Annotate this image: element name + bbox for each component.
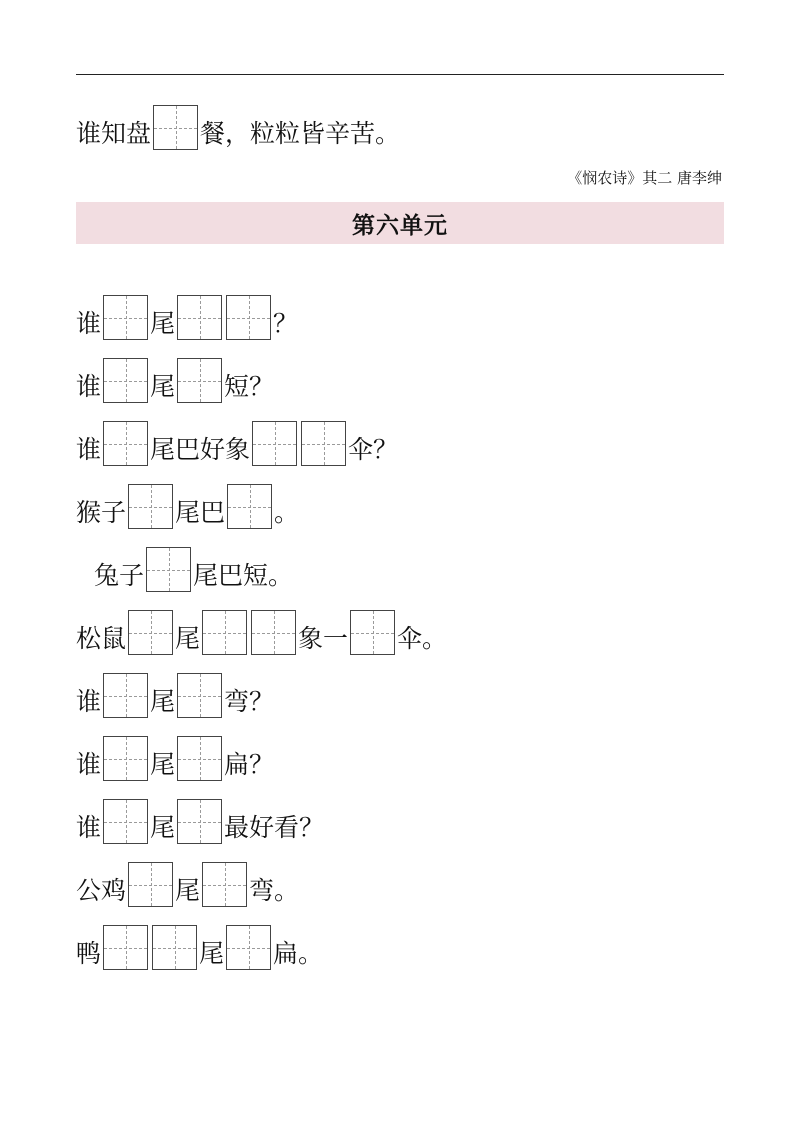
writing-box[interactable] [301, 421, 346, 466]
writing-box[interactable] [103, 925, 148, 970]
line-text: 谁 [76, 813, 102, 842]
line-text: 扁。 [273, 939, 324, 968]
line-text: 尾 [150, 813, 176, 842]
line-text: 。 [274, 498, 300, 527]
exercise-line [76, 920, 323, 970]
line-text: 象一 [298, 624, 349, 653]
writing-box[interactable] [103, 799, 148, 844]
line-text: 公鸡 [76, 876, 127, 905]
line-text: 尾 [150, 687, 176, 716]
exercise-line [76, 416, 398, 466]
line-text: ？ [273, 309, 299, 338]
line-text: 伞。 [397, 624, 448, 653]
exercise-line [76, 290, 298, 340]
writing-box[interactable] [146, 547, 191, 592]
writing-box[interactable] [177, 358, 222, 403]
unit-banner [76, 202, 724, 244]
exercise-line [76, 479, 299, 529]
line-text: 尾 [199, 939, 225, 968]
line-text: 伞？ [348, 435, 399, 464]
line-text: 谁 [76, 687, 102, 716]
writing-box[interactable] [103, 358, 148, 403]
line-text: 尾 [175, 876, 201, 905]
line-text: 谁 [76, 309, 102, 338]
line-text: 谁 [76, 372, 102, 401]
line-text: 短？ [224, 372, 275, 401]
line-text: 尾 [150, 372, 176, 401]
line-text: 谁 [76, 435, 102, 464]
unit-title: 第六单元 [352, 211, 448, 239]
writing-box[interactable] [177, 295, 222, 340]
line-text: 尾巴 [175, 498, 226, 527]
line-text: 尾 [150, 309, 176, 338]
line-text: 弯。 [249, 876, 300, 905]
line-text: 松鼠 [76, 624, 127, 653]
line-text: 鸭 [76, 939, 102, 968]
line-text: 谁 [76, 750, 102, 779]
poem-source: 《悯农诗》其二 唐李绅 [567, 169, 722, 187]
line-text: 弯？ [224, 687, 275, 716]
line-text: 兔子 [94, 561, 145, 590]
writing-box[interactable] [103, 421, 148, 466]
exercise-line [76, 353, 274, 403]
writing-box[interactable] [252, 421, 297, 466]
poem-text: 餐，粒粒皆辛苦。 [200, 119, 401, 148]
top-rule [76, 74, 724, 75]
writing-box[interactable] [202, 610, 247, 655]
line-text: 尾 [175, 624, 201, 653]
writing-box[interactable] [152, 925, 197, 970]
line-text: 尾 [150, 750, 176, 779]
poem-line [76, 100, 400, 150]
writing-box[interactable] [153, 105, 198, 150]
writing-box[interactable] [103, 736, 148, 781]
exercise-line [76, 794, 324, 844]
poem-text: 谁知盘 [76, 119, 152, 148]
writing-box[interactable] [202, 862, 247, 907]
writing-box[interactable] [177, 673, 222, 718]
line-text: 猴子 [76, 498, 127, 527]
writing-box[interactable] [227, 484, 272, 529]
writing-box[interactable] [177, 799, 222, 844]
writing-box[interactable] [226, 295, 271, 340]
line-text: 扁？ [224, 750, 275, 779]
writing-box[interactable] [226, 925, 271, 970]
line-text: 最好看？ [224, 813, 325, 842]
writing-box[interactable] [177, 736, 222, 781]
line-text: 尾巴好象 [150, 435, 251, 464]
writing-box[interactable] [103, 673, 148, 718]
writing-box[interactable] [103, 295, 148, 340]
writing-box[interactable] [251, 610, 296, 655]
exercise-line [76, 857, 299, 907]
writing-box[interactable] [128, 610, 173, 655]
exercise-line [76, 668, 274, 718]
exercise-line [76, 731, 274, 781]
writing-box[interactable] [128, 484, 173, 529]
exercise-line [76, 605, 447, 655]
line-text: 尾巴短。 [193, 561, 294, 590]
writing-box[interactable] [128, 862, 173, 907]
exercise-line [94, 542, 293, 592]
writing-box[interactable] [350, 610, 395, 655]
